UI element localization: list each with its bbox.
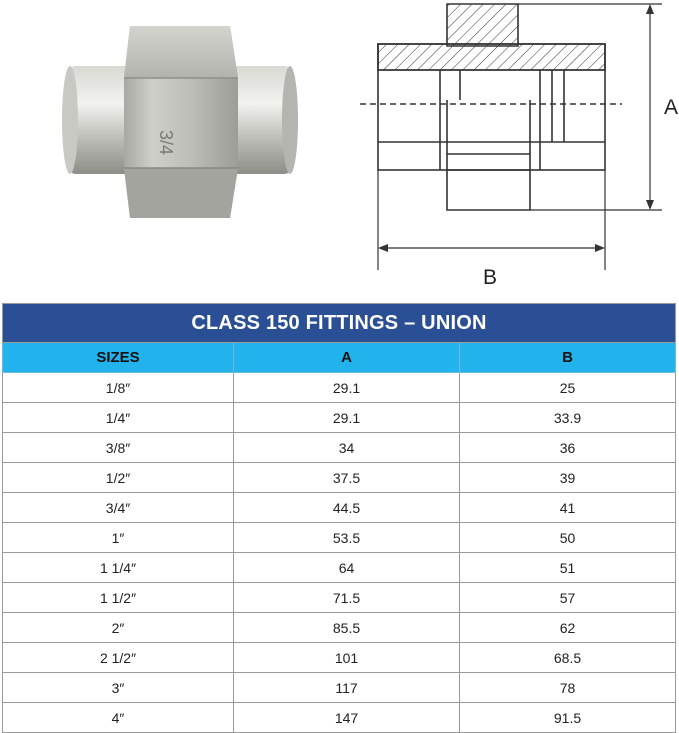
cell-a: 44.5 — [234, 493, 460, 523]
cell-a: 85.5 — [234, 613, 460, 643]
dimension-b-label: B — [483, 266, 498, 289]
table-row — [3, 673, 676, 703]
cell-b: 78 — [460, 673, 676, 703]
cell-a: 101 — [234, 643, 460, 673]
cell-b: 57 — [460, 583, 676, 613]
cell-b: 91.5 — [460, 703, 676, 733]
cell-a: 29.1 — [234, 403, 460, 433]
table-row — [3, 373, 676, 403]
cell-size: 3/8″ — [3, 433, 234, 463]
cell-size: 1″ — [3, 523, 234, 553]
cell-a: 71.5 — [234, 583, 460, 613]
cell-a: 29.1 — [234, 373, 460, 403]
cell-b: 51 — [460, 553, 676, 583]
table-title: CLASS 150 FITTINGS – UNION — [3, 304, 676, 343]
column-header-a: A — [234, 343, 460, 373]
table-row — [3, 493, 676, 523]
cell-b: 36 — [460, 433, 676, 463]
cell-a: 37.5 — [234, 463, 460, 493]
cell-a: 53.5 — [234, 523, 460, 553]
column-header-sizes: SIZES — [3, 343, 234, 373]
union-dimension-table — [2, 303, 676, 733]
table-row — [3, 463, 676, 493]
cell-size: 2″ — [3, 613, 234, 643]
cell-a: 147 — [234, 703, 460, 733]
table-row — [3, 433, 676, 463]
table-row — [3, 553, 676, 583]
cell-size: 3″ — [3, 673, 234, 703]
union-section-drawing — [340, 0, 675, 290]
union-fitting-photo — [60, 18, 300, 228]
table-row — [3, 403, 676, 433]
cell-a: 117 — [234, 673, 460, 703]
cell-size: 1 1/4″ — [3, 553, 234, 583]
cell-size: 1 1/2″ — [3, 583, 234, 613]
cell-size: 2 1/2″ — [3, 643, 234, 673]
cell-size: 4″ — [3, 703, 234, 733]
cell-size: 1/2″ — [3, 463, 234, 493]
cell-b: 62 — [460, 613, 676, 643]
cell-b: 33.9 — [460, 403, 676, 433]
cell-size: 1/4″ — [3, 403, 234, 433]
cell-b: 25 — [460, 373, 676, 403]
cell-b: 68.5 — [460, 643, 676, 673]
cell-b: 50 — [460, 523, 676, 553]
casting-marking: 3/4 — [156, 130, 176, 156]
cell-b: 39 — [460, 463, 676, 493]
table-row — [3, 613, 676, 643]
cell-a: 64 — [234, 553, 460, 583]
cell-a: 34 — [234, 433, 460, 463]
cell-b: 41 — [460, 493, 676, 523]
table-row — [3, 523, 676, 553]
table-header-row — [3, 343, 676, 373]
table-row — [3, 703, 676, 733]
cell-size: 3/4″ — [3, 493, 234, 523]
table-row — [3, 583, 676, 613]
cell-size: 1/8″ — [3, 373, 234, 403]
dimension-a-label: A — [664, 96, 679, 119]
column-header-b: B — [460, 343, 676, 373]
table-row — [3, 643, 676, 673]
